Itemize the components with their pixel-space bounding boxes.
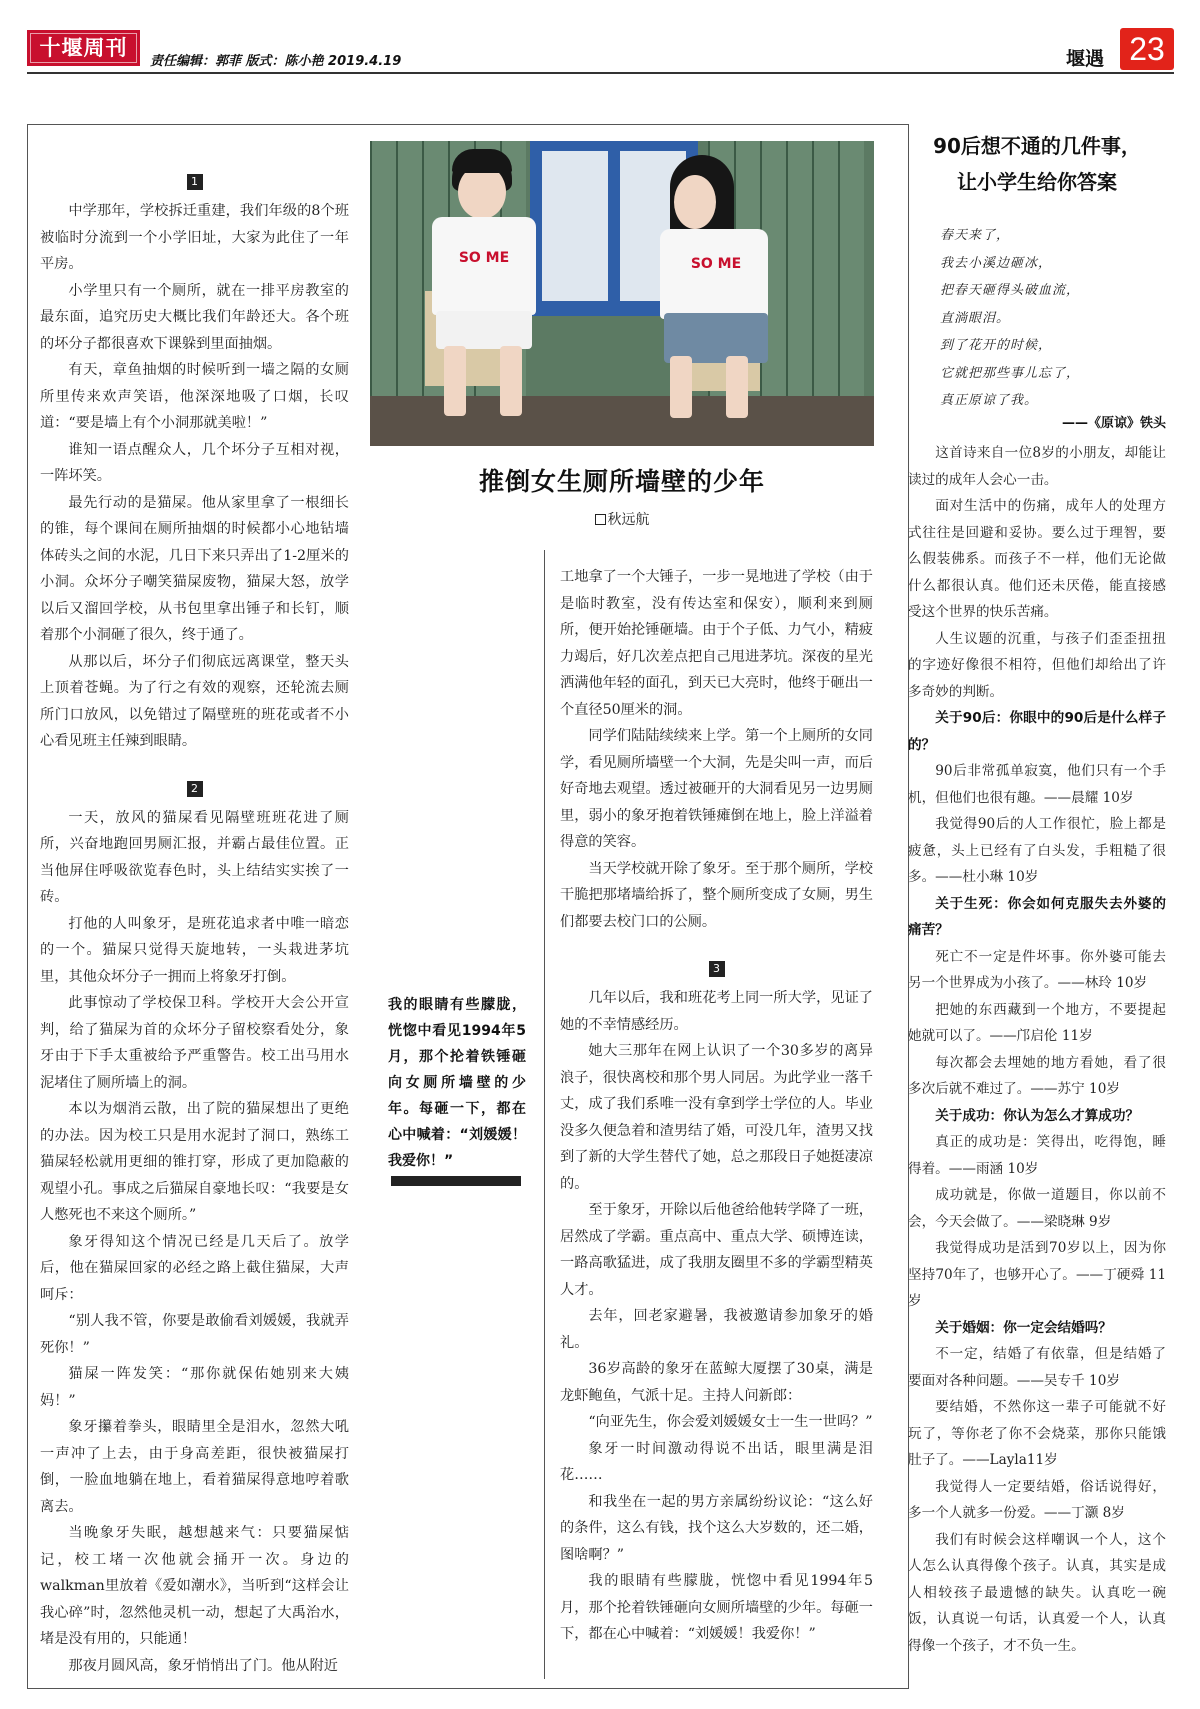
sidebar-body [908, 440, 1166, 1659]
article-author [370, 509, 874, 529]
pull-quote: 我的眼睛有些朦胧，恍惚中看见1994年5月，那个抡着铁锤砸向女厕所墙壁的少年。每砸一下，都在心中喊着：“刘媛媛！我爱你！” [388, 997, 526, 1169]
sidebar-paragraph: 面对生活中的伤痛，成年人的处理方式往往是回避和妥协。要么过于理智，要么假装佛系。而孩子不一样，他们无论做什么都很认真。他们还未厌倦，能直接感受这个世界的快乐苦痛。 [908, 498, 1166, 620]
section-mark-3: 3 [709, 961, 725, 977]
paragraph: 小学里只有一个厕所，就在一排平房教室的最东面，追究历史大概比我们年龄还大。各个班的坏分子都很喜欢下课躲到里面抽烟。 [40, 282, 349, 352]
sidebar-paragraph: 90后非常孤单寂寞，他们只有一个手机，但他们也很有趣。——晨耀 10岁 [908, 763, 1166, 806]
boy-shirt [432, 217, 536, 315]
paragraph: 象牙攥着拳头，眼睛里全是泪水，忽然大吼一声冲了上去，由于身高差距，很快被猫屎打倒，一脸血地躺在地上，看着猫屎得意地哼着歌离去。 [40, 1419, 349, 1515]
leg [444, 346, 466, 416]
paragraph: 当天学校就开除了象牙。至于那个厕所，学校干脆把那堵墙给拆了，整个厕所变成了女厕，男生们都要去校门口的公厕。 [560, 860, 873, 930]
paragraph: “向亚先生，你会爱刘媛媛女士一生一世吗？” [588, 1414, 873, 1430]
paragraph: 猫屎一阵发笑：“那你就保佑她别来大姨妈！” [40, 1366, 349, 1409]
paragraph: 我的眼睛有些朦胧，恍惚中看见1994年5月，那个抡着铁锤砸向女厕所墙壁的少年。每砸一下，都在心中喊着：“刘媛媛！我爱你！” [560, 1573, 873, 1642]
sidebar-paragraph: 我觉得成功是活到70岁以上，因为你坚持70年了，也够开心了。——丁硬舜 11岁 [908, 1240, 1166, 1309]
sidebar-paragraph: 这首诗来自一位8岁的小朋友，却能让读过的成年人会心一击。 [908, 445, 1166, 488]
leg [500, 346, 522, 416]
paragraph: 中学那年，学校拆迁重建，我们年级的8个班被临时分流到一个小学旧址，大家为此住了一年平房。 [40, 203, 349, 272]
girl-face [674, 175, 716, 229]
sidebar-question: 关于婚姻：你一定会结婚吗？ [935, 1319, 1112, 1336]
boy-shorts [436, 311, 532, 349]
column-divider [544, 550, 545, 1679]
poem-line: 到了花开的时候， [940, 338, 1053, 353]
leg [726, 356, 748, 418]
poem-line: 把春天砸得头破血流， [940, 283, 1081, 298]
paragraph: 从那以后，坏分子们彻底远离课堂，整天头上顶着苍蝇。为了行之有效的观察，还轮流去厕所门口放风，以免错过了隔壁班的班花或者不小心看见班主任辣到眼睛。 [40, 653, 349, 749]
sidebar-paragraph: 我觉得人一定要结婚，俗话说得好，多一个人就多一份爱。——丁灏 8岁 [908, 1478, 1166, 1521]
author-name: 秋远航 [607, 512, 650, 528]
paragraph: 打他的人叫象牙，是班花追求者中唯一暗恋的一个。猫屎只觉得天旋地转，一头栽进茅坑里，其他众坏分子一拥而上将象牙打倒。 [40, 915, 349, 985]
section-mark-1: 1 [187, 174, 203, 190]
poem [940, 222, 1170, 415]
sidebar-paragraph: 真正的成功是：笑得出，吃得饱，睡得着。——雨涵 10岁 [908, 1134, 1166, 1177]
article-title: 推倒女生厕所墙壁的少年 [478, 467, 765, 496]
sidebar-paragraph: 我觉得90后的人工作很忙，脸上都是疲惫，头上已经有了白头发，手粗糙了很多。——杜小琳 10岁 [908, 816, 1166, 885]
pull-quote-bar [391, 1176, 521, 1186]
leg [670, 356, 692, 418]
paragraph: 当晚象牙失眠，越想越来气：只要猫屎惦记，校工堵一次他就会捅开一次。身边的walkman里放着《爱如潮水》，当听到“这样会让我心碎”时，忽然他灵机一动，想起了大禹治水，堵是没有用的，只能通！ [40, 1525, 349, 1647]
poem-source: ——《原谅》铁头 [1061, 416, 1166, 431]
paragraph: 和我坐在一起的男方亲属纷纷议论：“这么好的条件，这么有钱，找个这么大岁数的，还二婚，图啥啊？” [560, 1493, 873, 1563]
sidebar-paragraph: 每次都会去埋她的地方看她，看了很多次后就不难过了。——苏宁 10岁 [908, 1054, 1166, 1097]
paragraph: “别人我不管，你要是敢偷看刘媛媛，我就弄死你！” [40, 1313, 349, 1356]
sidebar-title [908, 128, 1166, 200]
section-name: 堰遇 [1066, 48, 1105, 70]
article-photo [370, 141, 874, 446]
boy-face [458, 165, 506, 219]
paragraph: 象牙一时间激动得说不出话，眼里满是泪花…… [560, 1440, 873, 1483]
poem-line: 我去小溪边砸冰， [940, 255, 1053, 271]
paragraph: 此事惊动了学校保卫科。学校开大会公开宣判，给了猫屎为首的众坏分子留校察看处分，象牙由于下手太重被给予严重警告。校工出马用水泥堵住了厕所墙上的洞。 [40, 995, 349, 1091]
sidebar-paragraph: 把她的东西藏到一个地方，不要提起她就可以了。——邝启伦 11岁 [908, 1001, 1166, 1044]
boy-fringe [452, 149, 512, 173]
paragraph: 至于象牙，开除以后他爸给他转学降了一班，居然成了学霸。重点高中、重点大学、硕博连读，一路高歌猛进，成了我朋友圈里不多的学霸型精英人才。 [560, 1202, 873, 1298]
sidebar-paragraph: 人生议题的沉重，与孩子们歪歪扭扭的字迹好像很不相符，但他们却给出了许多奇妙的判断。 [908, 630, 1166, 700]
article-column-2 [560, 564, 873, 1648]
article-column-1 [40, 162, 349, 1679]
poem-line: 直淌眼泪。 [940, 310, 1011, 326]
sidebar-question: 关于90后：你眼中的90后是什么样子的？ [908, 710, 1166, 753]
paragraph: 几年以后，我和班花考上同一所大学，见证了她的不幸情感经历。 [560, 990, 873, 1033]
paragraph: 有天，章鱼抽烟的时候听到一墙之隔的女厕所里传来欢声笑语，他深深地吸了口烟，长叹道：“要是墙上有个小洞那就美啦！” [40, 362, 349, 431]
paragraph: 象牙得知这个情况已经是几天后了。放学后，他在猫屎回家的必经之路上截住猫屎，大声呵斥： [40, 1233, 349, 1303]
paragraph: 谁知一语点醒众人，几个坏分子互相对视，一阵坏笑。 [40, 441, 349, 484]
girl-shirt [660, 229, 768, 319]
sidebar-question: 关于生死：你会如何克服失去外婆的痛苦？ [908, 895, 1166, 938]
shirt-logo: SO ME [690, 256, 742, 272]
poem-line: 真正原谅了我。 [940, 393, 1039, 408]
paragraph: 那夜月圆风高，象牙悄悄出了门。他从附近 [68, 1657, 338, 1674]
header-rule [27, 72, 1174, 74]
paragraph: 最先行动的是猫屎。他从家里拿了一根细长的锥，每个课间在厕所抽烟的时候都小心地钻墙体砖头之间的水泥，几日下来只弄出了1-2厘米的小洞。众坏分子嘲笑猫屎废物，猫屎大怒，放学以后又溜回学校，从书包里拿出锤子和长钉，顺着那个小洞砸了很久，终于通了。 [40, 494, 349, 643]
sidebar-title-line: 让小学生给你答案 [957, 170, 1117, 194]
paragraph: 工地拿了一个大锤子，一步一晃地进了学校（由于是临时教室，没有传达室和保安），顺利来到厕所，便开始抡锤砸墙。由于个子低、力气小，精疲力竭后，好几次差点把自己甩进茅坑。深夜的星光洒满他年轻的面孔，到天已大亮时，他终于砸出一个直径50厘米的洞。 [560, 569, 873, 718]
paragraph: 本以为烟消云散，出了院的猫屎想出了更绝的办法。因为校工只是用水泥封了洞口，熟练工猫屎轻松就用更细的锥打穿，形成了更加隐蔽的观望小孔。事成之后猫屎自豪地长叹：“我要是女人憋死也不来这个厕所。” [40, 1101, 349, 1223]
sidebar-paragraph: 死亡不一定是件坏事。你外婆可能去另一个世界成为小孩了。——林玲 10岁 [908, 948, 1166, 991]
page-header [0, 0, 1200, 82]
sidebar-question: 关于成功：你认为怎么才算成功？ [935, 1107, 1140, 1124]
sidebar-paragraph: 我们有时候会这样嘲讽一个人，这个人怎么认真得像个孩子。认真，其实是成人相较孩子最遗憾的缺失。认真吃一碗饭，认真说一句话，认真爱一个人，认真得像一个孩子，才不负一生。 [908, 1531, 1166, 1654]
poem-line: 它就把那些事儿忘了， [940, 365, 1081, 381]
page-number: 23 [1120, 28, 1174, 70]
paragraph: 她大三那年在网上认识了一个30多岁的离异浪子，很快离校和那个男人同居。为此学业一落千丈，成了我们系唯一没有拿到学士学位的人。毕业没多久便急着和渣男结了婚，可没几年，渣男又找到了新的大学生替代了她，总之那段日子她挺凄凉的。 [560, 1043, 873, 1192]
poem-line: 春天来了， [940, 228, 1011, 243]
shirt-logo: SO ME [458, 250, 510, 266]
newspaper-logo: 十堰周刊 [27, 30, 140, 66]
sidebar-paragraph: 成功就是，你做一道题目，你以前不会，今天会做了。——梁晓琳 9岁 [908, 1187, 1166, 1230]
paragraph: 同学们陆陆续续来上学。第一个上厕所的女同学，看见厕所墙壁一个大洞，先是尖叫一声，而后好奇地去观望。透过被砸开的大洞看见另一边男厕里，弱小的象牙抱着铁锤瘫倒在地上，脸上洋溢着得意的笑容。 [560, 728, 873, 850]
sidebar-title-line: 90后想不通的几件事， [933, 134, 1141, 158]
author-box-icon [595, 514, 606, 525]
paragraph: 36岁高龄的象牙在蓝鲸大厦摆了30桌，满是龙虾鲍鱼，气派十足。主持人问新郎： [560, 1361, 873, 1404]
window-pane [542, 151, 608, 301]
editor-line: 责任编辑：郭菲 版式：陈小艳 2019.4.19 [150, 54, 402, 69]
paragraph: 去年，回老家避暑，我被邀请参加象牙的婚礼。 [560, 1308, 873, 1351]
sidebar-paragraph: 不一定，结婚了有依靠，但是结婚了要面对各种问题。——吴专千 10岁 [908, 1346, 1166, 1389]
paragraph: 一天，放风的猫屎看见隔壁班班花进了厕所，兴奋地跑回男厕汇报，并霸占最佳位置。正当他屏住呼吸欲览春色时，头上结结实实挨了一砖。 [40, 809, 349, 905]
section-mark-2: 2 [187, 781, 203, 797]
sidebar-paragraph: 要结婚，不然你这一辈子可能就不好玩了，等你老了你不会烧菜，那你只能饿肚子了。——Layla11岁 [908, 1399, 1166, 1468]
